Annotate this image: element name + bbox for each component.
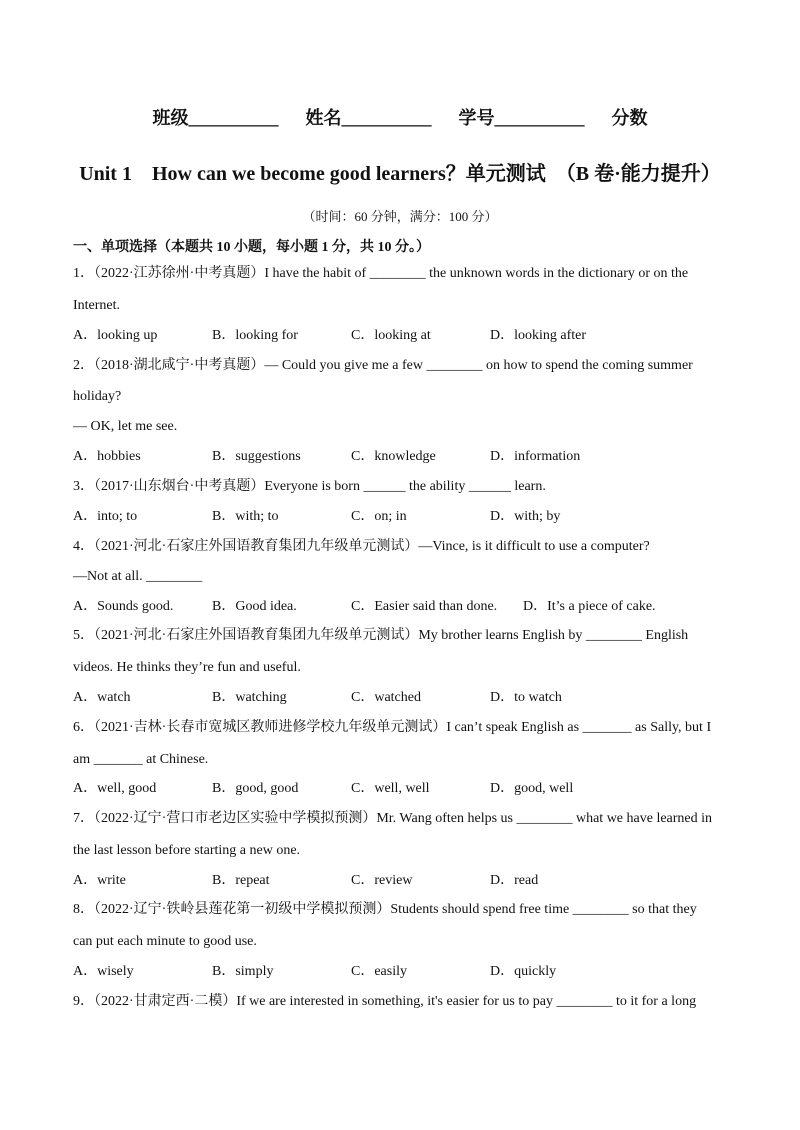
answer-option-a: A．into; to xyxy=(73,509,138,524)
question-continuation: videos. He thinks they’re fun and useful. xyxy=(73,660,301,675)
question-stem: 4．（2021·河北·石家庄外国语教育集团九年级单元测试）—Vince, is it difficult to use a computer? xyxy=(73,539,650,554)
exam-time-score: （时间：60 分钟，满分：100 分） xyxy=(302,209,498,224)
answer-option-d: D．read xyxy=(490,873,539,888)
answer-option-d: D．It’s a piece of cake. xyxy=(523,599,656,614)
answer-option-c: C．review xyxy=(351,873,413,888)
answer-option-b: B．repeat xyxy=(212,873,270,888)
student-info-line: 班级__________ 姓名__________ 学号__________ 分数 xyxy=(152,108,648,128)
question-stem: 1．（2022·江苏徐州·中考真题）I have the habit of ________ the unknown words in the dictionary or on the xyxy=(73,266,689,281)
answer-option-a: A．watch xyxy=(73,690,131,705)
answer-option-b: B．Good idea. xyxy=(212,599,297,614)
question-stem: 6．（2021·吉林·长春市宽城区教师进修学校九年级单元测试）I can’t speak English as _______ as Sally, but I xyxy=(73,720,712,735)
answer-option-b: B．good, good xyxy=(212,781,299,796)
answer-option-a: A．Sounds good. xyxy=(73,599,174,614)
answer-option-a: A．hobbies xyxy=(73,449,141,464)
question-continuation: — OK, let me see. xyxy=(73,419,178,434)
answer-option-b: B．suggestions xyxy=(212,449,301,464)
answer-option-c: C．Easier said than done. xyxy=(351,599,498,614)
question-continuation: the last lesson before starting a new one. xyxy=(73,843,301,858)
question-stem: 5．（2021·河北·石家庄外国语教育集团九年级单元测试）My brother learns English by ________ English xyxy=(73,628,689,643)
answer-option-d: D．information xyxy=(490,449,581,464)
question-stem: 9．（2022·甘肃定西·二模）If we are interested in something, it's easier for us to pay ________ to it for a long xyxy=(73,994,697,1009)
answer-option-c: C．on; in xyxy=(351,509,407,524)
answer-option-b: B．watching xyxy=(212,690,287,705)
answer-option-d: D．quickly xyxy=(490,964,557,979)
section-heading: 一、单项选择（本题共 10 小题，每小题 1 分，共 10 分。） xyxy=(73,240,430,255)
question-continuation: —Not at all. ________ xyxy=(73,569,203,584)
answer-option-c: C．well, well xyxy=(351,781,430,796)
answer-option-a: A．well, good xyxy=(73,781,157,796)
answer-option-a: A．write xyxy=(73,873,126,888)
question-stem: 8．（2022·辽宁·铁岭县莲花第一初级中学模拟预测）Students should spend free time ________ so that they xyxy=(73,902,697,917)
answer-option-b: B．simply xyxy=(212,964,274,979)
answer-option-d: D．to watch xyxy=(490,690,562,705)
answer-option-d: D．looking after xyxy=(490,328,587,343)
question-continuation: am _______ at Chinese. xyxy=(73,752,209,767)
answer-option-b: B．looking for xyxy=(212,328,298,343)
answer-option-c: C．easily xyxy=(351,964,407,979)
answer-option-d: D．good, well xyxy=(490,781,574,796)
answer-option-b: B．with; to xyxy=(212,509,279,524)
question-stem: 2．（2018·湖北咸宁·中考真题）— Could you give me a few ________ on how to spend the coming summer xyxy=(73,358,693,373)
question-continuation: can put each minute to good use. xyxy=(73,934,257,949)
answer-option-c: C．watched xyxy=(351,690,421,705)
answer-option-c: C．knowledge xyxy=(351,449,436,464)
answer-option-c: C．looking at xyxy=(351,328,431,343)
answer-option-a: A．looking up xyxy=(73,328,158,343)
question-continuation: Internet. xyxy=(73,298,121,313)
answer-option-d: D．with; by xyxy=(490,509,561,524)
answer-option-a: A．wisely xyxy=(73,964,134,979)
question-stem: 3．（2017·山东烟台·中考真题）Everyone is born ______ the ability ______ learn. xyxy=(73,479,546,494)
page-title: Unit 1 How can we become good learners？单元测试 （B 卷·能力提升） xyxy=(79,163,721,185)
question-stem: 7．（2022·辽宁·营口市老边区实验中学模拟预测）Mr. Wang often helps us ________ what we have learned in xyxy=(73,811,713,826)
question-continuation: holiday? xyxy=(73,389,122,404)
